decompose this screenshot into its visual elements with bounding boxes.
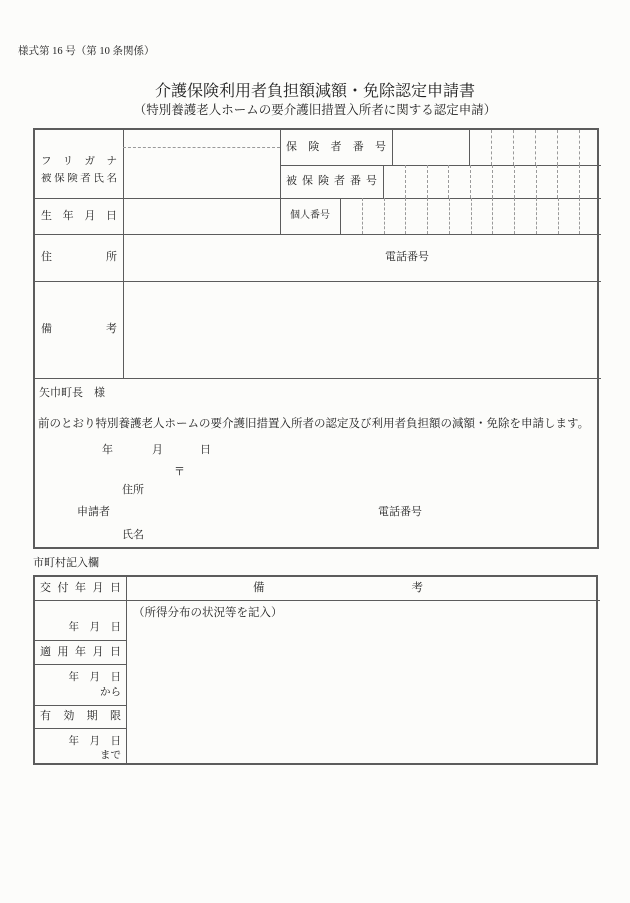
applicant-name-label: 氏名 <box>122 529 144 541</box>
digit-cell <box>469 130 491 165</box>
digit-cell <box>579 198 601 234</box>
phone-label: 電話番号 <box>385 251 429 263</box>
table-line <box>126 577 127 763</box>
table-line <box>123 130 124 378</box>
digit-cell <box>340 198 362 234</box>
postal-mark: 〒 <box>174 466 185 478</box>
form-number: 様式第 16 号（第 10 条関係） <box>18 46 155 57</box>
digit-cell <box>362 198 384 234</box>
digit-cell <box>558 198 580 234</box>
validity-date-ymd: 年 月 日 <box>68 736 121 747</box>
digit-cell <box>405 165 427 198</box>
date-month-label: 月 <box>152 444 163 456</box>
digit-cell <box>427 198 449 234</box>
personal-number-cells <box>340 198 601 234</box>
digit-cell <box>513 130 535 165</box>
insured-number-label: 被保険者番号 <box>286 175 377 187</box>
digit-cell <box>536 198 558 234</box>
furigana-label: フリガナ <box>41 156 117 167</box>
applicant-address-label: 住所 <box>122 484 144 496</box>
table-line <box>35 378 601 379</box>
page-title: 介護保険利用者負担額減額・免除認定申請書 <box>154 83 475 100</box>
digit-cell <box>492 165 514 198</box>
insurer-number-label: 保険者番号 <box>286 141 386 153</box>
digit-cell <box>449 198 471 234</box>
digit-cell <box>471 198 493 234</box>
apply-from-label: から <box>100 687 121 698</box>
digit-cell <box>448 165 470 198</box>
municipal-table <box>33 575 598 765</box>
digit-cell <box>491 130 513 165</box>
date-day-label: 日 <box>200 444 211 456</box>
digit-cell <box>405 198 427 234</box>
table-line <box>392 130 393 165</box>
issue-date-ymd: 年 月 日 <box>68 622 121 633</box>
digit-cell <box>492 198 514 234</box>
furigana-separator-line <box>123 147 280 148</box>
digit-cell <box>535 130 557 165</box>
digit-cell <box>383 165 405 198</box>
digit-cell <box>470 165 492 198</box>
digit-cell <box>557 165 579 198</box>
validity-label: 有効期限 <box>40 710 121 722</box>
table-line <box>35 281 601 282</box>
digit-cell <box>579 165 601 198</box>
table-line <box>35 600 600 601</box>
digit-cell <box>384 198 406 234</box>
remarks-label: 備考 <box>41 323 117 335</box>
insured-name-label: 被保険者氏名 <box>41 173 117 184</box>
addressee: 矢巾町長 様 <box>39 387 105 399</box>
page-subtitle: （特別養護老人ホームの要介護旧措置入所者に関する認定申請） <box>133 103 497 117</box>
table-line <box>35 664 126 665</box>
digit-cell <box>536 165 558 198</box>
personal-number-label: 個人番号 <box>290 210 330 221</box>
table-line <box>280 130 281 234</box>
applicant-phone-label: 電話番号 <box>378 506 422 518</box>
validity-to-label: まで <box>100 750 121 761</box>
address-label: 住所 <box>41 251 117 263</box>
municipal-remarks-note: （所得分布の状況等を記入） <box>133 607 283 619</box>
digit-cell <box>514 165 536 198</box>
birth-date-label: 生年月日 <box>41 210 117 222</box>
applicant-label: 申請者 <box>77 506 110 518</box>
digit-cell <box>427 165 449 198</box>
table-line <box>35 234 601 235</box>
date-year-label: 年 <box>102 444 113 456</box>
apply-date-ymd: 年 月 日 <box>68 672 121 683</box>
insured-number-cells <box>383 165 601 198</box>
insurer-number-cells <box>469 130 601 165</box>
applicant-table <box>33 128 599 549</box>
table-line <box>35 728 126 729</box>
issue-date-label: 交付年月日 <box>40 582 121 594</box>
application-statement: 前のとおり特別養護老人ホームの要介護旧措置入所者の認定及び利用者負担額の減額・免除を申請します。 <box>38 418 590 430</box>
digit-cell <box>579 130 601 165</box>
digit-cell <box>557 130 579 165</box>
municipal-section-label: 市町村記入欄 <box>33 557 99 569</box>
digit-cell <box>514 198 536 234</box>
municipal-remarks-header: 備考 <box>253 582 423 594</box>
apply-date-label: 適用年月日 <box>40 646 121 658</box>
